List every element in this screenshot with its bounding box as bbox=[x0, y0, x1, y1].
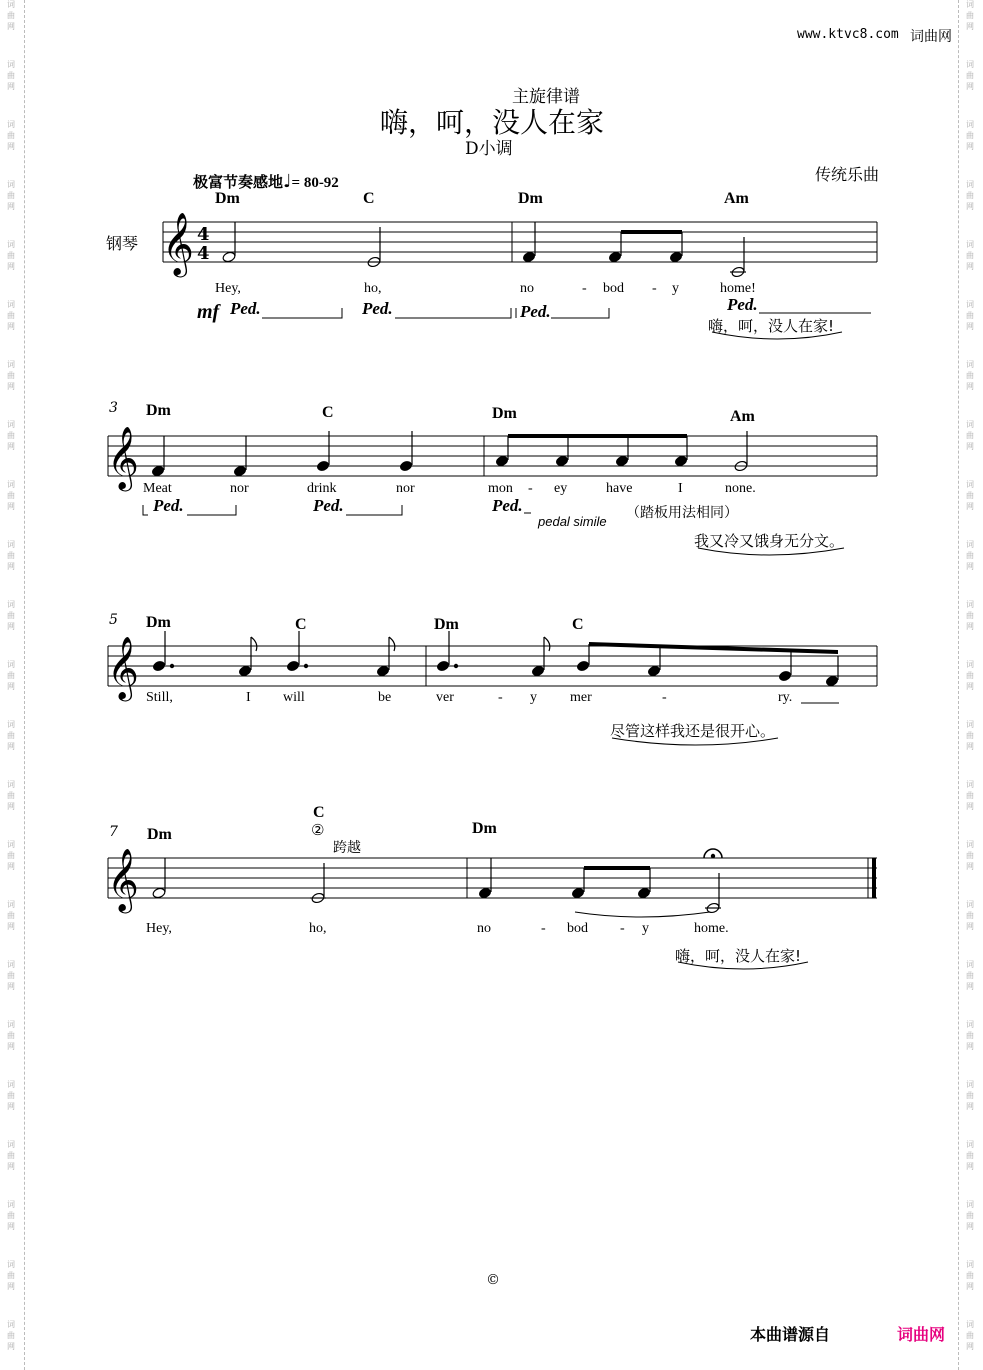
watermark-glyph: 曲 bbox=[7, 671, 15, 680]
lyric-hyphen: - bbox=[662, 690, 667, 705]
watermark-glyph: 网 bbox=[966, 742, 974, 751]
watermark-glyph: 网 bbox=[7, 742, 15, 751]
watermark-glyph: 词 bbox=[7, 1080, 15, 1089]
measure-number: 5 bbox=[109, 612, 118, 628]
watermark-glyph: 曲 bbox=[966, 551, 974, 560]
watermark-glyph: 曲 bbox=[966, 1211, 974, 1220]
lyric-hyphen: - bbox=[528, 481, 533, 496]
watermark-glyph: 网 bbox=[966, 142, 974, 151]
watermark-glyph: 词 bbox=[966, 660, 974, 669]
watermark-glyph: 曲 bbox=[7, 431, 15, 440]
watermark-glyph: 网 bbox=[966, 802, 974, 811]
watermark-glyph: 网 bbox=[7, 562, 15, 571]
fingering-note: 跨越 bbox=[333, 840, 361, 856]
chord-symbol: Dm bbox=[492, 405, 517, 422]
watermark-glyph: 曲 bbox=[966, 491, 974, 500]
watermark-glyph: 词 bbox=[966, 300, 974, 309]
source-label: 本曲谱源自 bbox=[750, 1325, 831, 1344]
lyric-syllable: Hey, bbox=[215, 281, 241, 296]
watermark-glyph: 曲 bbox=[966, 1331, 974, 1340]
watermark-glyph: 曲 bbox=[7, 311, 15, 320]
watermark-glyph: 网 bbox=[7, 682, 15, 691]
watermark-glyph: 网 bbox=[7, 22, 15, 31]
pedal-mark: Ped. bbox=[520, 302, 551, 321]
lyric-syllable: Meat bbox=[143, 481, 172, 496]
dynamic-marking: mf bbox=[197, 301, 220, 323]
watermark-glyph: 网 bbox=[966, 1222, 974, 1231]
watermark-glyph: 词 bbox=[966, 360, 974, 369]
watermark-glyph: 网 bbox=[7, 622, 15, 631]
lyric-syllable: Hey, bbox=[146, 921, 172, 936]
lyric-syllable: ry. bbox=[778, 690, 793, 705]
watermark-glyph: 曲 bbox=[966, 731, 974, 740]
watermark-glyph: 曲 bbox=[966, 851, 974, 860]
watermark-glyph: 网 bbox=[7, 1282, 15, 1291]
pedal-mark: Ped. bbox=[362, 299, 393, 318]
watermark-glyph: 曲 bbox=[7, 551, 15, 560]
watermark-glyph: 词 bbox=[7, 960, 15, 969]
composer: 传统乐曲 bbox=[815, 165, 880, 184]
chord-symbol: C bbox=[572, 616, 584, 633]
watermark-glyph: 词 bbox=[966, 600, 974, 609]
page-title: 嗨，呵，没人在家 bbox=[380, 106, 605, 139]
lyric-syllable: I bbox=[246, 690, 251, 705]
lyric-hyphen: - bbox=[620, 921, 625, 936]
watermark-glyph: 网 bbox=[7, 262, 15, 271]
watermark-glyph: 网 bbox=[966, 982, 974, 991]
watermark-glyph: 曲 bbox=[966, 791, 974, 800]
watermark-glyph: 网 bbox=[966, 622, 974, 631]
watermark-glyph: 网 bbox=[7, 1042, 15, 1051]
lyric-syllable: nor bbox=[230, 481, 249, 496]
site-name[interactable]: 词曲网 bbox=[910, 29, 952, 45]
watermark-glyph: 曲 bbox=[7, 131, 15, 140]
site-url[interactable]: www.ktvc8.com bbox=[797, 27, 899, 42]
time-signature-icon bbox=[197, 224, 210, 264]
watermark-glyph: 词 bbox=[7, 600, 15, 609]
staff-system-2 bbox=[108, 436, 877, 476]
quarter-note-icon: ♩ bbox=[283, 171, 292, 192]
watermark-glyph: 曲 bbox=[966, 11, 974, 20]
watermark-glyph: 词 bbox=[7, 1320, 15, 1329]
chord-symbol: Dm bbox=[518, 190, 543, 207]
watermark-glyph: 词 bbox=[7, 1020, 15, 1029]
watermark-glyph: 曲 bbox=[7, 251, 15, 260]
tempo-value: = 80-92 bbox=[291, 175, 339, 191]
lyric-syllable: bod bbox=[567, 921, 588, 936]
watermark-glyph: 曲 bbox=[966, 911, 974, 920]
watermark-glyph: 词 bbox=[7, 420, 15, 429]
watermark-glyph: 网 bbox=[966, 682, 974, 691]
watermark-glyph: 曲 bbox=[966, 251, 974, 260]
watermark-glyph: 网 bbox=[7, 442, 15, 451]
watermark-glyph: 网 bbox=[7, 322, 15, 331]
lyric-syllable: have bbox=[606, 481, 633, 496]
watermark-glyph: 网 bbox=[7, 802, 15, 811]
chord-symbol: Dm bbox=[146, 614, 171, 631]
lyric-hyphen: - bbox=[652, 281, 657, 296]
measure-number: 7 bbox=[109, 824, 118, 840]
notes-system-2 bbox=[151, 431, 748, 477]
watermark-glyph: 词 bbox=[7, 60, 15, 69]
watermark-glyph: 曲 bbox=[966, 371, 974, 380]
watermark-glyph: 网 bbox=[7, 82, 15, 91]
watermark-glyph: 曲 bbox=[966, 71, 974, 80]
watermark-glyph: 网 bbox=[7, 1162, 15, 1171]
watermark-glyph: 词 bbox=[966, 120, 974, 129]
watermark-glyph: 词 bbox=[966, 1020, 974, 1029]
lyric-syllable: mon bbox=[488, 481, 513, 496]
watermark-glyph: 曲 bbox=[966, 971, 974, 980]
lyric-syllable: mer bbox=[570, 690, 592, 705]
chord-symbol: Dm bbox=[215, 190, 240, 207]
measure-number: 3 bbox=[109, 400, 118, 416]
watermark-glyph: 词 bbox=[7, 300, 15, 309]
watermark-glyph: 网 bbox=[7, 1342, 15, 1351]
watermark-glyph: 网 bbox=[966, 562, 974, 571]
watermark-glyph: 曲 bbox=[7, 1211, 15, 1220]
watermark-glyph: 词 bbox=[966, 1260, 974, 1269]
lyric-syllable: Still, bbox=[146, 690, 173, 705]
notes-system-3 bbox=[152, 631, 838, 687]
watermark-glyph: 曲 bbox=[966, 131, 974, 140]
cn-lyric: 嗨，呵，没人在家! bbox=[675, 947, 802, 965]
watermark-glyph: 词 bbox=[966, 960, 974, 969]
watermark-glyph: 网 bbox=[966, 502, 974, 511]
tempo-marking: 极富节奏感地 bbox=[193, 173, 284, 191]
watermark-glyph: 词 bbox=[7, 720, 15, 729]
lyric-syllable: y bbox=[530, 690, 537, 705]
watermark-glyph: 网 bbox=[966, 82, 974, 91]
key-signature-label: D小调 bbox=[465, 139, 513, 159]
watermark-glyph: 词 bbox=[966, 0, 974, 9]
watermark-glyph: 词 bbox=[7, 1260, 15, 1269]
watermark-glyph: 词 bbox=[966, 1320, 974, 1329]
watermark-glyph: 曲 bbox=[7, 1331, 15, 1340]
lyric-syllable: nor bbox=[396, 481, 415, 496]
watermark-glyph: 词 bbox=[966, 840, 974, 849]
instrument-label: 钢琴 bbox=[106, 234, 139, 253]
lyric-syllable: ver bbox=[436, 690, 454, 705]
watermark-glyph: 词 bbox=[7, 660, 15, 669]
watermark-glyph: 词 bbox=[966, 540, 974, 549]
treble-clef-icon: 𝄞 bbox=[107, 636, 139, 699]
lyric-syllable: home. bbox=[694, 921, 729, 936]
watermark-glyph: 词 bbox=[7, 840, 15, 849]
watermark-glyph: 曲 bbox=[7, 731, 15, 740]
watermark-glyph: 曲 bbox=[966, 311, 974, 320]
watermark-glyph: 曲 bbox=[966, 431, 974, 440]
watermark-glyph: 网 bbox=[7, 1102, 15, 1111]
treble-clef-icon: 𝄞 bbox=[107, 426, 139, 489]
chord-symbol: Am bbox=[730, 408, 755, 425]
watermark-glyph: 曲 bbox=[966, 671, 974, 680]
lyric-syllable: none. bbox=[725, 481, 756, 496]
watermark-glyph: 曲 bbox=[7, 71, 15, 80]
staff-system-1 bbox=[163, 222, 877, 262]
lyric-syllable: y bbox=[642, 921, 649, 936]
watermark-glyph: 网 bbox=[7, 382, 15, 391]
lyric-syllable: will bbox=[283, 690, 305, 705]
watermark-glyph: 词 bbox=[7, 120, 15, 129]
treble-clef-icon: 𝄞 bbox=[162, 212, 194, 275]
watermark-glyph: 词 bbox=[7, 240, 15, 249]
pedal-mark: Ped. bbox=[727, 295, 758, 314]
watermark-glyph: 词 bbox=[966, 720, 974, 729]
cn-lyric: 嗨，呵，没人在家! bbox=[708, 317, 835, 335]
chord-symbol: C bbox=[313, 804, 325, 821]
watermark-glyph: 词 bbox=[7, 900, 15, 909]
watermark-glyph: 词 bbox=[7, 1140, 15, 1149]
chord-symbol: Dm bbox=[434, 616, 459, 633]
lyric-syllable: ho, bbox=[309, 921, 327, 936]
copyright-symbol: © bbox=[486, 1272, 500, 1288]
watermark-glyph: 词 bbox=[7, 540, 15, 549]
watermark-glyph: 曲 bbox=[7, 971, 15, 980]
svg-text:4: 4 bbox=[197, 243, 210, 264]
watermark-glyph: 网 bbox=[7, 142, 15, 151]
pedal-mark: Ped. bbox=[230, 299, 261, 318]
watermark-glyph: 词 bbox=[966, 780, 974, 789]
lyric-syllable: y bbox=[672, 281, 679, 296]
watermark-glyph: 词 bbox=[7, 1200, 15, 1209]
watermark-glyph: 曲 bbox=[7, 1271, 15, 1280]
source-site-link[interactable]: 词曲网 bbox=[897, 1325, 946, 1344]
watermark-glyph: 网 bbox=[966, 22, 974, 31]
watermark-glyph: 曲 bbox=[7, 371, 15, 380]
chord-symbol: C bbox=[295, 616, 307, 633]
watermark-glyph: 曲 bbox=[966, 1271, 974, 1280]
watermark-glyph: 词 bbox=[966, 1140, 974, 1149]
watermark-glyph: 词 bbox=[966, 480, 974, 489]
watermark-glyph: 网 bbox=[966, 1102, 974, 1111]
lyric-syllable: home! bbox=[720, 281, 756, 296]
notes-system-1 bbox=[222, 222, 746, 278]
watermark-glyph: 网 bbox=[7, 502, 15, 511]
lyric-syllable: bod bbox=[603, 281, 624, 296]
chord-symbol: Dm bbox=[472, 820, 497, 837]
watermark-glyph: 网 bbox=[966, 202, 974, 211]
watermark-glyph: 曲 bbox=[7, 851, 15, 860]
staff-system-3 bbox=[108, 646, 877, 686]
watermark-glyph: 曲 bbox=[7, 491, 15, 500]
lyric-syllable: no bbox=[520, 281, 534, 296]
watermark-glyph: 网 bbox=[966, 1282, 974, 1291]
watermark-glyph: 词 bbox=[7, 0, 15, 9]
watermark-glyph: 曲 bbox=[966, 1151, 974, 1160]
watermark-glyph: 词 bbox=[966, 180, 974, 189]
chord-symbol: Dm bbox=[147, 826, 172, 843]
chord-symbol: C bbox=[363, 190, 375, 207]
watermark-glyph: 网 bbox=[966, 322, 974, 331]
watermark-glyph: 词 bbox=[966, 420, 974, 429]
lyric-syllable: drink bbox=[307, 481, 337, 496]
lyric-hyphen: - bbox=[541, 921, 546, 936]
watermark-glyph: 曲 bbox=[7, 11, 15, 20]
lyric-hyphen: - bbox=[498, 690, 503, 705]
lyric-syllable: no bbox=[477, 921, 491, 936]
watermark-glyph: 网 bbox=[7, 922, 15, 931]
watermark-glyph: 网 bbox=[966, 262, 974, 271]
watermark-glyph: 曲 bbox=[966, 1091, 974, 1100]
watermark-glyph: 曲 bbox=[7, 1151, 15, 1160]
watermark-glyph: 曲 bbox=[966, 611, 974, 620]
watermark-glyph: 网 bbox=[966, 862, 974, 871]
watermark-glyph: 网 bbox=[966, 382, 974, 391]
watermark-glyph: 网 bbox=[7, 202, 15, 211]
watermark-glyph: 网 bbox=[966, 1342, 974, 1351]
lyric-syllable: be bbox=[378, 690, 392, 705]
notes-system-4 bbox=[152, 849, 722, 917]
watermark-glyph: 曲 bbox=[7, 791, 15, 800]
watermark-glyph: 词 bbox=[966, 1200, 974, 1209]
watermark-glyph: 网 bbox=[7, 862, 15, 871]
pedal-mark: Ped. bbox=[492, 496, 523, 515]
watermark-glyph: 词 bbox=[7, 780, 15, 789]
watermark-glyph: 曲 bbox=[7, 911, 15, 920]
watermark-glyph: 网 bbox=[7, 1222, 15, 1231]
subtitle: 主旋律谱 bbox=[512, 87, 580, 107]
cn-lyric: 尽管这样我还是很开心。 bbox=[610, 722, 776, 740]
watermark-glyph: 网 bbox=[966, 1162, 974, 1171]
watermark-glyph: 曲 bbox=[7, 1091, 15, 1100]
lyric-syllable: I bbox=[678, 481, 683, 496]
watermark-glyph: 曲 bbox=[7, 191, 15, 200]
watermark-glyph: 网 bbox=[7, 982, 15, 991]
svg-text:4: 4 bbox=[197, 224, 210, 245]
watermark-glyph: 曲 bbox=[966, 191, 974, 200]
fingering-marking: ② bbox=[311, 821, 325, 839]
watermark-glyph: 词 bbox=[7, 360, 15, 369]
watermark-glyph: 曲 bbox=[7, 1031, 15, 1040]
watermark-glyph: 词 bbox=[7, 180, 15, 189]
chord-symbol: Am bbox=[724, 190, 749, 207]
watermark-glyph: 词 bbox=[966, 1080, 974, 1089]
lyric-syllable: ey bbox=[554, 481, 568, 496]
watermark-glyph: 词 bbox=[966, 60, 974, 69]
watermark-glyph: 词 bbox=[966, 240, 974, 249]
lyric-hyphen: - bbox=[582, 281, 587, 296]
watermark-glyph: 曲 bbox=[966, 1031, 974, 1040]
pedal-mark: Ped. bbox=[313, 496, 344, 515]
chord-symbol: C bbox=[322, 404, 334, 421]
watermark-glyph: 网 bbox=[966, 922, 974, 931]
lyric-syllable: ho, bbox=[364, 281, 382, 296]
watermark-glyph: 曲 bbox=[7, 611, 15, 620]
watermark-glyph: 网 bbox=[966, 1042, 974, 1051]
pedal-note: （踏板用法相同） bbox=[626, 505, 738, 521]
chord-symbol: Dm bbox=[146, 402, 171, 419]
pedal-mark: Ped. bbox=[153, 496, 184, 515]
staff-system-4 bbox=[108, 858, 877, 898]
watermark-glyph: 词 bbox=[966, 900, 974, 909]
watermark-glyph: 词 bbox=[7, 480, 15, 489]
cn-lyric: 我又冷又饿身无分文。 bbox=[694, 532, 845, 550]
pedal-simile: pedal simile bbox=[538, 514, 607, 529]
watermark-glyph: 网 bbox=[966, 442, 974, 451]
treble-clef-icon: 𝄞 bbox=[107, 848, 139, 911]
